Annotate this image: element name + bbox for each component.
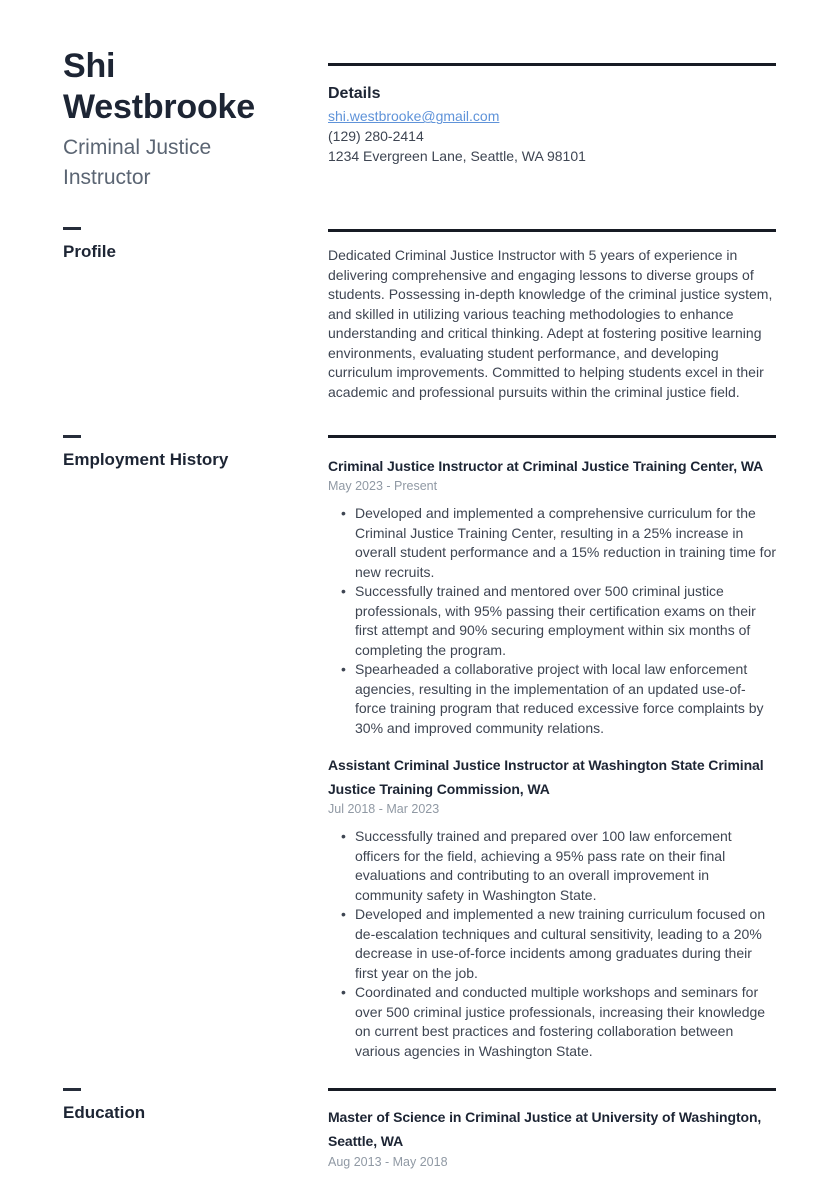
bullet-item: • Successfully trained and mentored over 500 criminal justice professionals, with 95% passing their certification exams on their first attempt and 90% securing employment within six months of completing the program. <box>355 582 776 660</box>
job-entry <box>328 454 776 738</box>
section-dash <box>63 435 81 438</box>
job-dates: May 2023 - Present <box>328 479 438 493</box>
phone-number: (129) 280-2414 <box>328 128 424 144</box>
person-name: Shi Westbrooke <box>63 47 255 126</box>
job-entry <box>328 753 776 1061</box>
bullet-item: • Successfully trained and prepared over 100 law enforcement officers for the field, achieving a 95% pass rate on their final evaluations and contributing to an overall improvement in community safety in Washington State. <box>355 827 776 905</box>
section-dash <box>63 1088 81 1091</box>
section-rule <box>328 63 776 66</box>
job-title: Criminal Justice Instructor at Criminal Justice Training Center, WA <box>328 458 764 474</box>
education-dates: Aug 2013 - May 2018 <box>328 1155 448 1169</box>
sidebar-label-education: Education <box>63 1103 146 1122</box>
profile-section <box>328 229 776 402</box>
email-link[interactable]: shi.westbrooke@gmail.com <box>328 108 500 124</box>
job-title: Assistant Criminal Justice Instructor at Washington State Criminal Justice Training Commission, WA <box>328 757 764 797</box>
job-bullet-list <box>328 504 776 738</box>
sidebar-label-employment-history: Employment History <box>63 450 229 469</box>
sidebar-section-employment <box>63 435 295 471</box>
contact-block <box>328 106 776 166</box>
address: 1234 Evergreen Lane, Seattle, WA 98101 <box>328 148 586 164</box>
bullet-item: • Developed and implemented a new training curriculum focused on de-escalation techniques and cultural sensitivity, leading to a 20% decrease in use-of-force incidents among graduates during their first year on the job. <box>355 905 776 983</box>
education-section <box>328 1088 776 1171</box>
degree-title: Master of Science in Criminal Justice at University of Washington, Seattle, WA <box>328 1109 762 1149</box>
sidebar-section-education <box>63 1088 295 1124</box>
section-rule <box>328 229 776 232</box>
sidebar-section-profile <box>63 227 295 263</box>
person-job-title: Criminal Justice Instructor <box>63 136 212 189</box>
employment-history-section <box>328 435 776 1061</box>
section-rule <box>328 1088 776 1091</box>
bullet-item: • Spearheaded a collaborative project with local law enforcement agencies, resulting in the implementation of an updated use-of-force training program that reduced excessive force complaints by 30% and improved community relations. <box>355 660 776 738</box>
job-bullet-list <box>328 827 776 1061</box>
sidebar-label-profile: Profile <box>63 242 116 261</box>
education-entry <box>328 1105 776 1171</box>
section-dash <box>63 227 81 230</box>
section-rule <box>328 435 776 438</box>
details-heading: Details <box>328 85 381 102</box>
details-section <box>328 63 776 166</box>
job-dates: Jul 2018 - Mar 2023 <box>328 802 440 816</box>
bullet-item: • Developed and implemented a comprehensive curriculum for the Criminal Justice Training Center, resulting in a 25% increase in overall student performance and a 15% reduction in training time for new recruits. <box>355 504 776 582</box>
profile-summary: Dedicated Criminal Justice Instructor with 5 years of experience in delivering comprehensive and engaging lessons to diverse groups of students. Possessing in-depth knowledge of the criminal justice system, and skilled in utilizing various teaching methodologies to enhance understanding and critical thinking. Adept at fostering positive learning environments, evaluating student performance, and developing curriculum improvements. Committed to helping students excel in their academic and professional pursuits within the criminal justice field. <box>328 247 773 400</box>
bullet-item: • Coordinated and conducted multiple workshops and seminars for over 500 criminal justice professionals, increasing their knowledge on current best practices and fostering collaboration between various agencies in Washington State. <box>355 983 776 1061</box>
